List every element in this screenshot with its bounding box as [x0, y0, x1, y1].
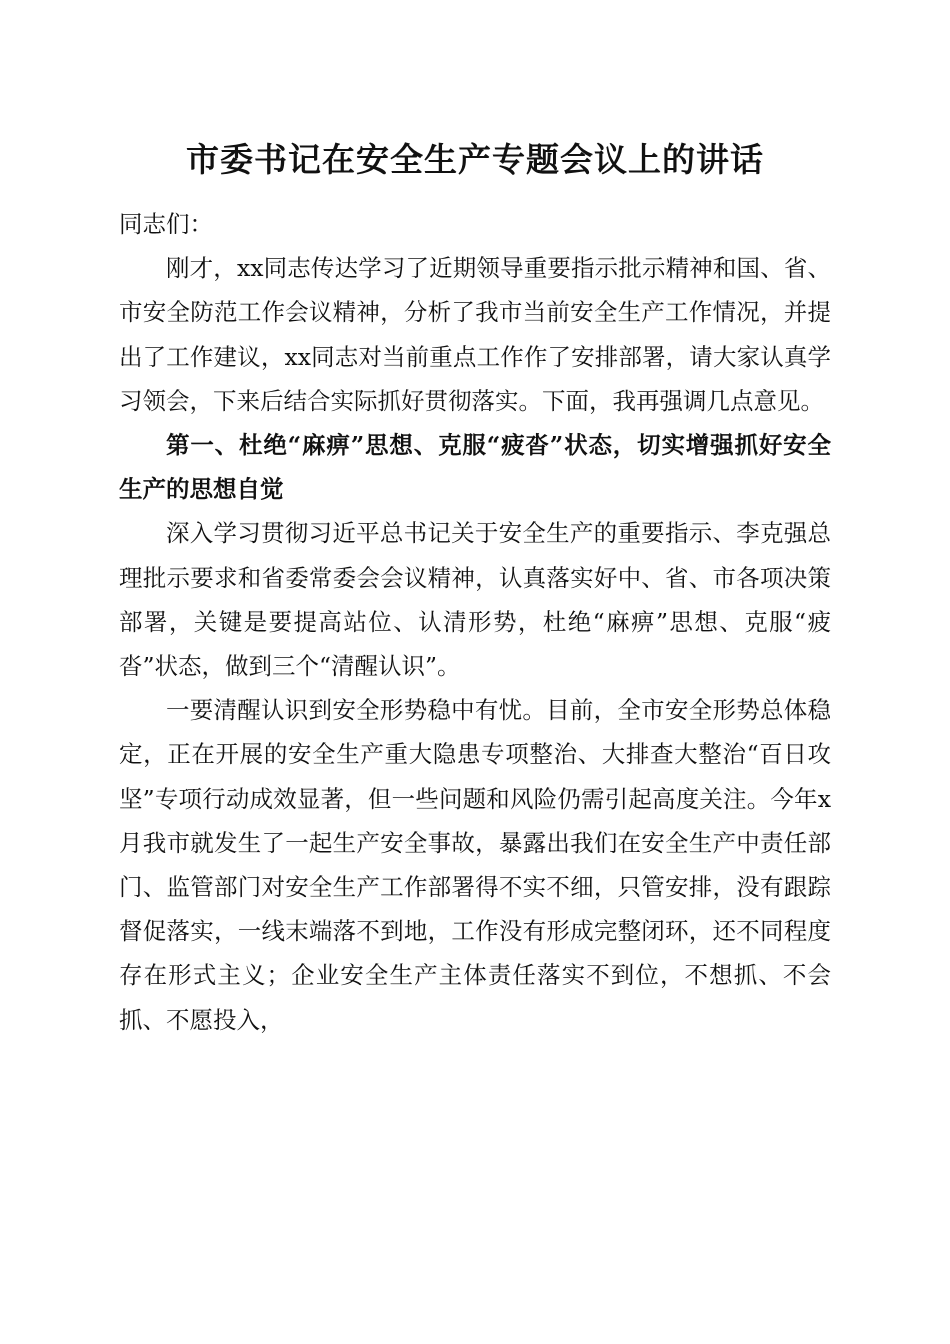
paragraph-section-1-intro: 深入学习贯彻习近平总书记关于安全生产的重要指示、李克强总理批示要求和省委常委会会议精神，认真落实好中、省、市各项决策部署，关键是要提高站位、认清形势，杜绝“麻痹”思想、克服“疲沓”状态，做到三个“清醒认识”。 — [119, 519, 831, 681]
paragraph-intro: 刚才，xx同志传达学习了近期领导重要指示批示精神和国、省、市安全防范工作会议精神，分析了我市当前安全生产工作情况，并提出了工作建议，xx同志对当前重点工作作了安排部署，请大家认真学习领会，下来后结合实际抓好贯彻落实。下面，我再强调几点意见。 — [119, 254, 831, 415]
salutation: 同志们： — [119, 210, 213, 238]
section-heading-1: 第一、杜绝“麻痹”思想、克服“疲沓”状态，切实增强抓好安全生产的思想自觉 — [119, 431, 831, 504]
document-title: 市委书记在安全生产专题会议上的讲话 — [186, 140, 764, 179]
document-body — [119, 202, 831, 1042]
paragraph-point-1: 一要清醒认识到安全形势稳中有忧。目前，全市安全形势总体稳定，正在开展的安全生产重大隐患专项整治、大排查大整治“百日攻坚”专项行动成效显著，但一些问题和风险仍需引起高度关注。今年x月我市就发生了一起生产安全事故，暴露出我们在安全生产中责任部门、监管部门对安全生产工作部署得不实不细，只管安排，没有跟踪督促落实，一线末端落不到地，工作没有形成完整闭环，还不同程度存在形式主义；企业安全生产主体责任落实不到位，不想抓、不会抓、不愿投入， — [119, 696, 831, 1034]
